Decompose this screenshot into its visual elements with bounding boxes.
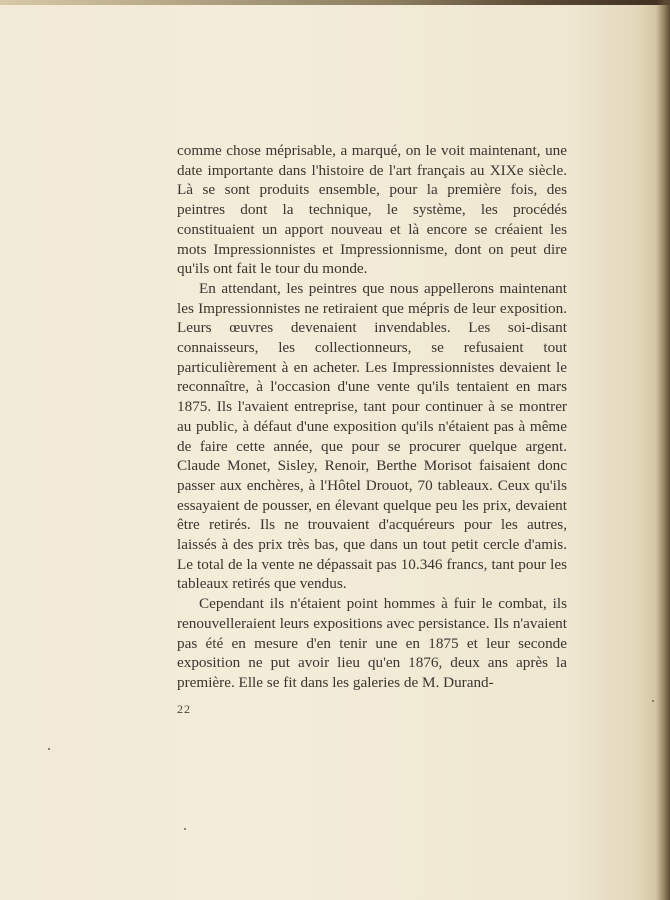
paper-speck <box>184 828 186 830</box>
paragraph-3: Cependant ils n'étaient point hommes à fuir le combat, ils renouvelleraient leurs expositions avec persistance. Ils n'avaient pas été en mesure d'en tenir une en 1875 et leur seconde exposition ne put avoir lieu qu'en 1876, deux ans après la première. Elle se fit dans les galeries de M. Durand- <box>177 595 567 691</box>
paper-speck <box>48 748 50 750</box>
page-top-edge <box>0 0 670 5</box>
page-binding-shadow <box>656 0 670 900</box>
paragraph-1: comme chose méprisable, a marqué, on le voit maintenant, une date importante dans l'histoire de l'art français au XIXe siècle. Là se sont produits ensemble, pour la première fois, des peintres dont la technique, le système, les procédés constituaient un apport nouveau et là encore se créaient les mots Impressionnistes et Impressionnisme, dont on peut dire qu'ils ont fait le tour du monde. <box>177 142 567 278</box>
body-text <box>177 141 567 693</box>
paragraph-2: En attendant, les peintres que nous appellerons maintenant les Impressionnistes ne retiraient que mépris de leur exposition. Leurs œuvres devenaient invendables. Les soi-disant connaisseurs, les collectionneurs, se refusaient tout particulièrement à en acheter. Les Impressionnistes devaient le reconnaître, à l'occasion d'une vente qu'ils tentaient en mars 1875. Ils l'avaient entreprise, tant pour continuer à se montrer au public, à défaut d'une exposition qu'ils n'étaient pas à même de faire cette année, que pour se procurer quelque argent. Claude Monet, Sisley, Renoir, Berthe Morisot faisaient donc passer aux enchères, à l'Hôtel Drouot, 70 tableaux. Ceux qu'ils essayaient de pousser, en élevant quelque peu les prix, devaient être retirés. Ils ne trouvaient d'acquéreurs pour les autres, laissés à des prix très bas, que dans un tout petit cercle d'amis. Le total de la vente ne dépassait pas 10.346 francs, tant pour les tableaux retirés que vendus. <box>177 279 567 593</box>
page-number: 22 <box>177 702 191 716</box>
paper-speck <box>652 700 654 702</box>
